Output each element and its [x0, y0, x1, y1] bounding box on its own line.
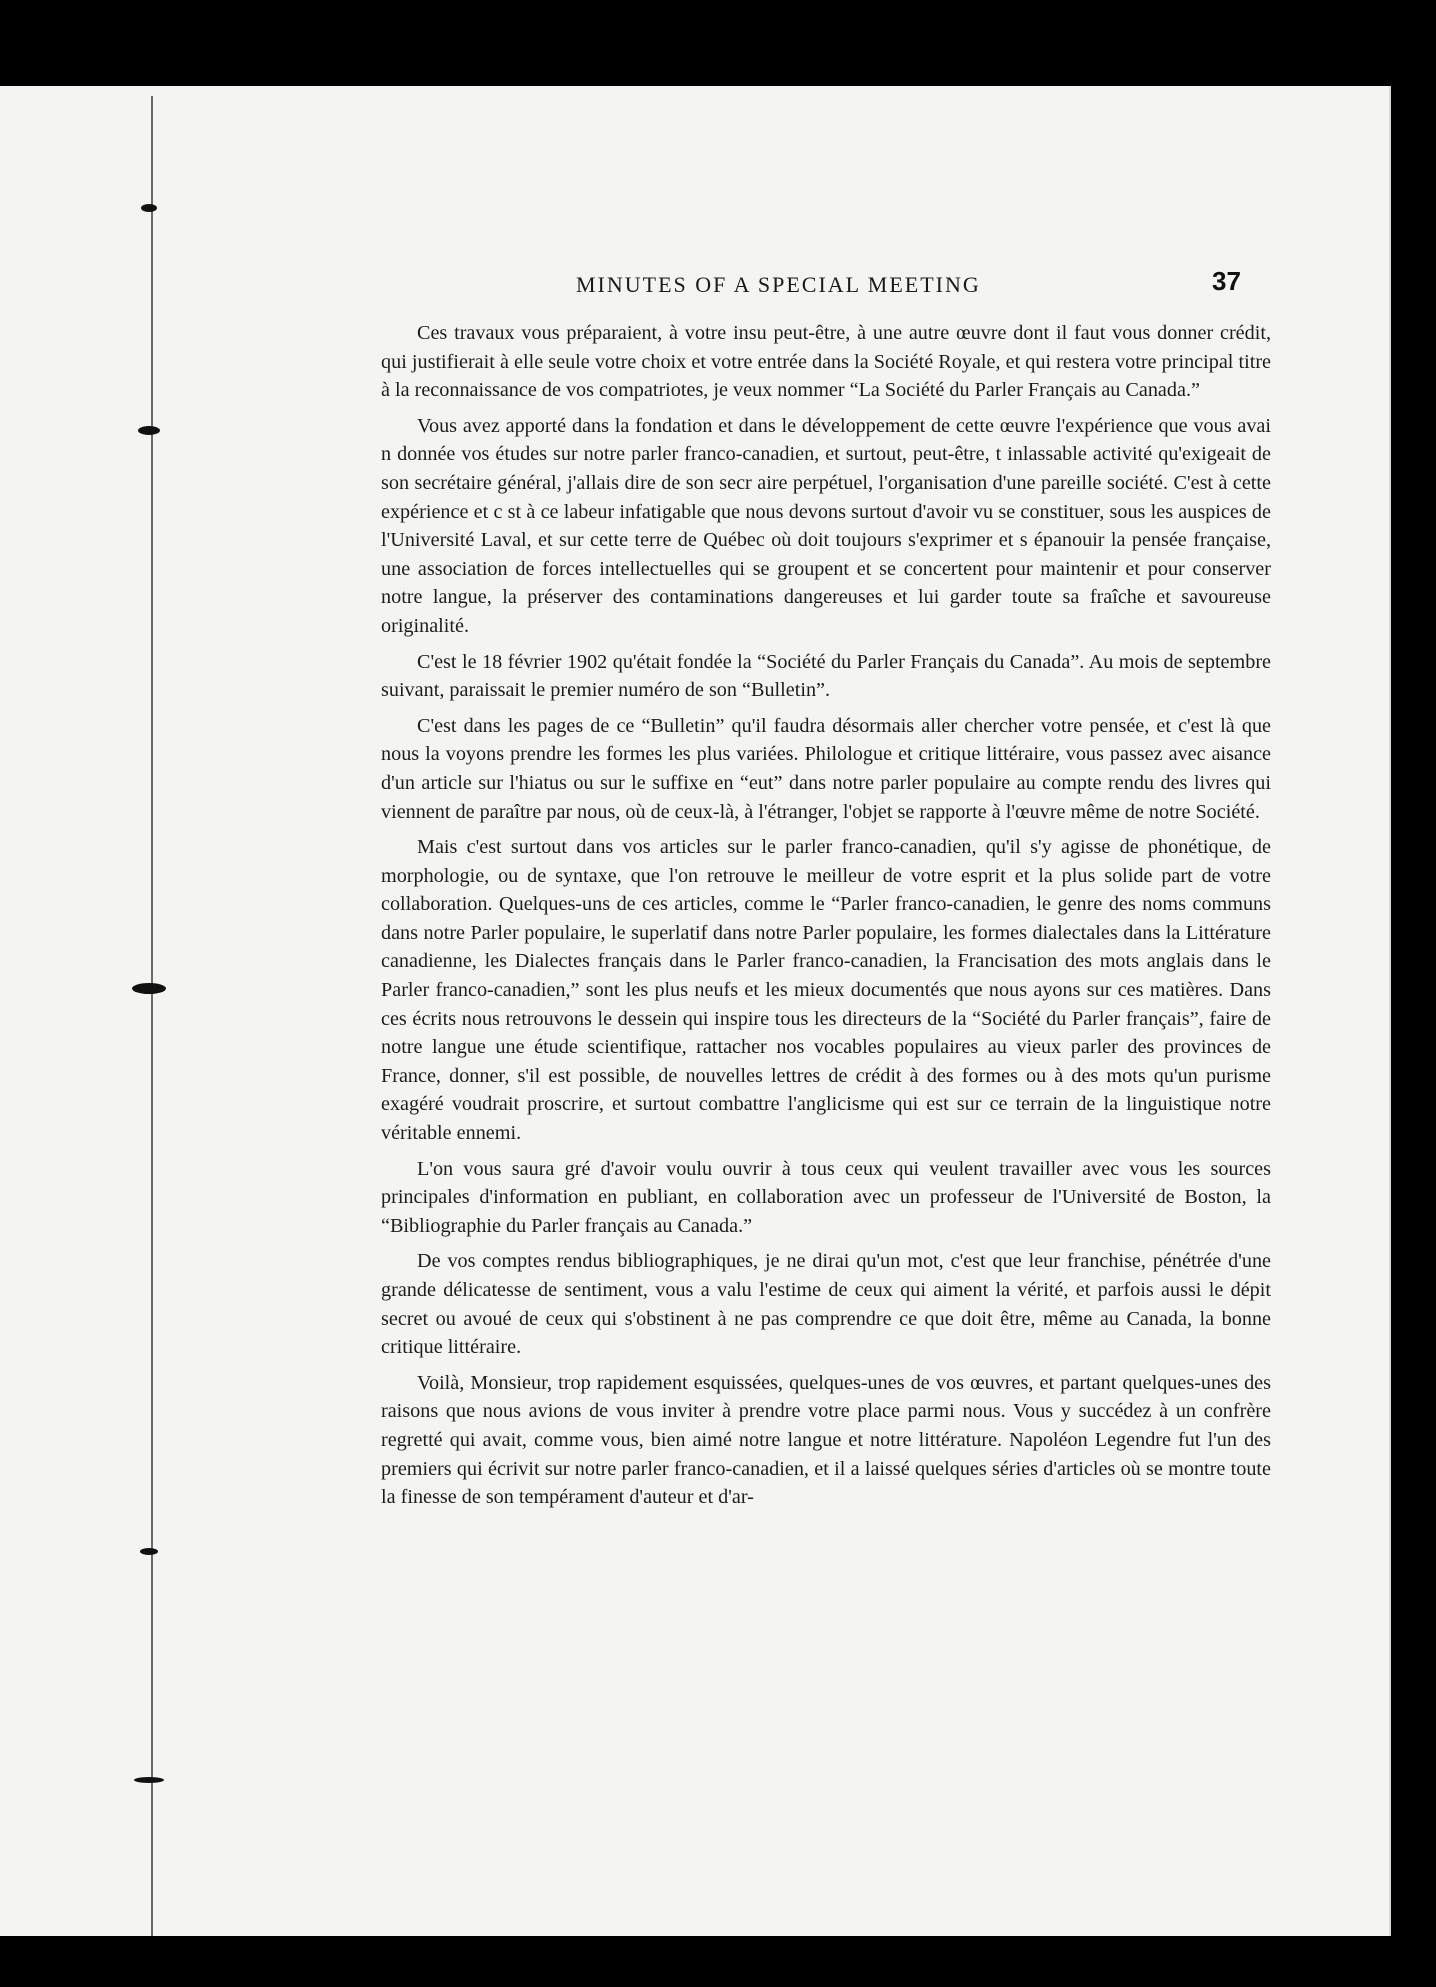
binding-hole-mark [134, 1777, 164, 1783]
paragraph: Ces travaux vous préparaient, à votre insu peut-être, à une autre œuvre dont il faut vous donner crédit, qui justifierait à elle seule votre choix et votre entrée dans la Société Royale, et qui restera votre principal titre à la reconnaissance de vos compatriotes, je veux nommer “La Société du Parler Français au Canada.” [381, 322, 1271, 402]
binding-edge-line [151, 96, 153, 1936]
page-number: 37 [1212, 266, 1241, 296]
paragraph: De vos comptes rendus bibliographiques, je ne dirai qu'un mot, c'est que leur franchise, pénétrée d'une grande délicatesse de sentiment, vous a valu l'estime de ceux qui aiment la vérité, et parfois aussi le dépit secret ou avoué de ceux qui s'obstinent à ne pas comprendre ce que doit être, même au Canada, la bonne critique littéraire. [381, 1250, 1271, 1359]
binding-hole-mark [140, 1548, 158, 1555]
binding-hole-mark [132, 983, 166, 994]
paragraph: C'est dans les pages de ce “Bulletin” qu'il faudra désormais aller chercher votre pensée, et c'est là que nous la voyons prendre les formes les plus variées. Philologue et critique littéraire, vous passez avec aisance d'un article sur l'hiatus ou sur le suffixe en “eut” dans notre parler populaire au compte rendu des livres qui viennent de paraître par nous, où de ceux-là, à l'étranger, l'objet se rapporte à l'œuvre même de notre Société. [381, 714, 1271, 823]
binding-hole-mark [138, 426, 160, 435]
running-head: MINUTES OF A SPECIAL MEETING [576, 272, 981, 297]
paragraph: Mais c'est surtout dans vos articles sur le parler franco-canadien, qu'il s'y agisse de phonétique, de morphologie, ou de syntaxe, que l'on retrouve le meilleur de votre esprit et la plus solide part de votre collaboration. Quelques-uns de ces articles, comme le “Parler franco-canadien, le genre des noms communs dans notre Parler populaire, le superlatif dans notre Parler populaire, les formes dialectales dans la Littérature canadienne, les Dialectes français dans le Parler franco-canadien, la Francisation des mots anglais dans le Parler franco-canadien,” sont les plus neufs et les mieux documentés que nous ayons sur ces matières. Dans ces écrits nous retrouvons le dessein qui inspire tous les directeurs de la “Société du Parler français”, faire de notre langue une étude scientifique, rattacher nos vocables populaires au vieux parler des provinces de France, donner, s'il est possible, de nouvelles lettres de crédit à des formes ou à des mots qu'un purisme exagéré voudrait proscrire, et surtout combattre l'anglicisme qui est sur ce terrain de la linguistique notre véritable ennemi. [381, 836, 1271, 1145]
binding-hole-mark [141, 204, 157, 212]
paragraph: C'est le 18 février 1902 qu'était fondée la “Société du Parler Français du Canada”. Au mois de septembre suivant, paraissait le premier numéro de son “Bulletin”. [381, 650, 1271, 702]
paragraph: L'on vous saura gré d'avoir voulu ouvrir à tous ceux qui veulent travailler avec vous les sources principales d'information en publiant, en collaboration avec un professeur de l'Université de Boston, la “Bibliographie du Parler français au Canada.” [381, 1157, 1271, 1237]
paragraph: Vous avez apporté dans la fondation et dans le développement de cette œuvre l'expérience que vous avai n donnée vos études sur notre parler franco-canadien, et surtout, peut-être, t inlassable activité qu'exigeait de son secrétaire général, j'allais dire de son secr aire perpétuel, l'organisation d'une pareille société. C'est à cette expérience et c st à ce labeur infatigable que nous devons surtout d'avoir vu se constituer, sous les auspices de l'Université Laval, et sur cette terre de Québec où doit toujours s'exprimer et s épanouir la pensée française, une association de forces intellectuelles qui se groupent et se concertent pour maintenir et pour conserver notre langue, la préserver des contaminations dangereuses et lui garder toute sa fraîche et savoureuse originalité. [381, 414, 1271, 637]
body-text [381, 319, 1271, 1519]
paragraph: Voilà, Monsieur, trop rapidement esquissées, quelques-unes de vos œuvres, et partant quelques-unes des raisons que nous avions de vous inviter à prendre votre place parmi nous. Vous y succédez à un confrère regretté qui avait, comme vous, bien aimé notre langue et notre littérature. Napoléon Legendre fut l'un des premiers qui écrivit sur notre parler franco-canadien, et il a laissé quelques séries d'articles où se montre toute la finesse de son tempérament d'auteur et d'ar- [381, 1371, 1271, 1509]
scanned-page [0, 86, 1391, 1936]
